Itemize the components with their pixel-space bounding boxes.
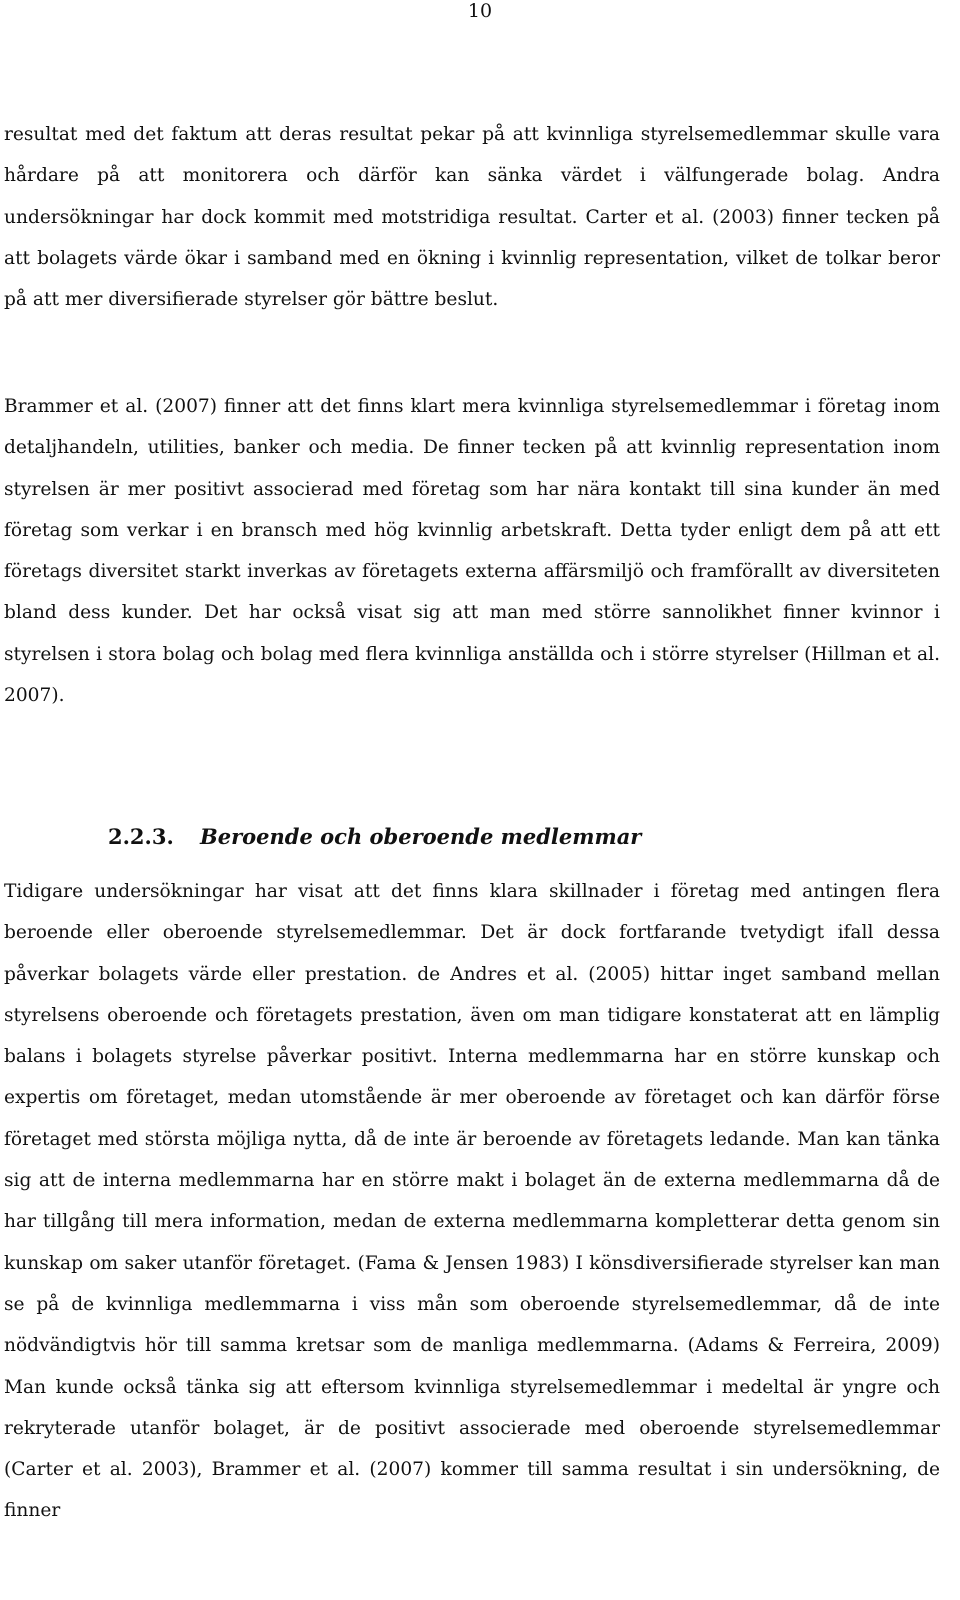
section-number: 2.2.3. — [108, 824, 174, 849]
section-title: Beroende och oberoende medlemmar — [200, 824, 642, 849]
section-heading — [108, 816, 641, 858]
paragraph-brammer-findings: Brammer et al. (2007) finner att det finns klart mera kvinnliga styrelsemedlemmar i företag inom detaljhandeln, utilities, banker och media. De finner tecken på att kvinnlig representation inom styrelsen är mer positivt associerad med företag som har nära kontakt till sina kunder än med företag som verkar i en bransch med hög kvinnlig arbetskraft. Detta tyder enligt dem på att ett företags diversitet starkt inverkas av företagets externa affärsmiljö och framförallt av diversiteten bland dess kunder. Det har också visat sig att man med större sannolikhet finner kvinnor i styrelsen i stora bolag och bolag med flera kvinnliga anställda och i större styrelser (Hillman et al. 2007). — [4, 396, 940, 707]
paragraph-independent-members: Tidigare undersökningar har visat att det finns klara skillnader i företag med antingen flera beroende eller oberoende styrelsemedlemmar. Det är dock fortfarande tvetydigt ifall dessa påverkar bolagets värde eller prestation. de Andres et al. (2005) hittar inget samband mellan styrelsens oberoende och företagets prestation, även om man tidigare konstaterat att en lämplig balans i bolagets styrelse påverkar positivt. Interna medlemmarna har en större kunskap och expertis om företaget, medan utomstående är mer oberoende av företaget och kan därför förse företaget med största möjliga nytta, då de inte är beroende av företagets ledande. Man kan tänka sig att de interna medlemmarna har en större makt i bolaget än de externa medlemmarna då de har tillgång till mera information, medan de externa medlemmarna kompletterar detta genom sin kunskap om saker utanför företaget. (Fama & Jensen 1983) I könsdiversifierade styrelser kan man se på de kvinnliga medlemmarna i viss mån som oberoende styrelsemedlemmar, då de inte nödvändigtvis hör till samma kretsar som de manliga medlemmarna. (Adams & Ferreira, 2009) Man kunde också tänka sig att eftersom kvinnliga styrelsemedlemmar i medeltal är yngre och rekryterade utanför bolaget, är de positivt associerade med oberoende styrelsemedlemmar (Carter et al. 2003), Brammer et al. (2007) kommer till samma resultat i sin undersökning, de finner — [4, 881, 940, 1522]
page-number: 10 — [467, 0, 493, 22]
paragraph-board-value-results: resultat med det faktum att deras resultat pekar på att kvinnliga styrelsemedlemmar skulle vara hårdare på att monitorera och därför kan sänka värdet i välfungerade bolag. Andra undersökningar har dock kommit med motstridiga resultat. Carter et al. (2003) finner tecken på att bolagets värde ökar i samband med en ökning i kvinnlig representation, vilket de tolkar beror på att mer diversifierade styrelser gör bättre beslut. — [4, 124, 940, 311]
